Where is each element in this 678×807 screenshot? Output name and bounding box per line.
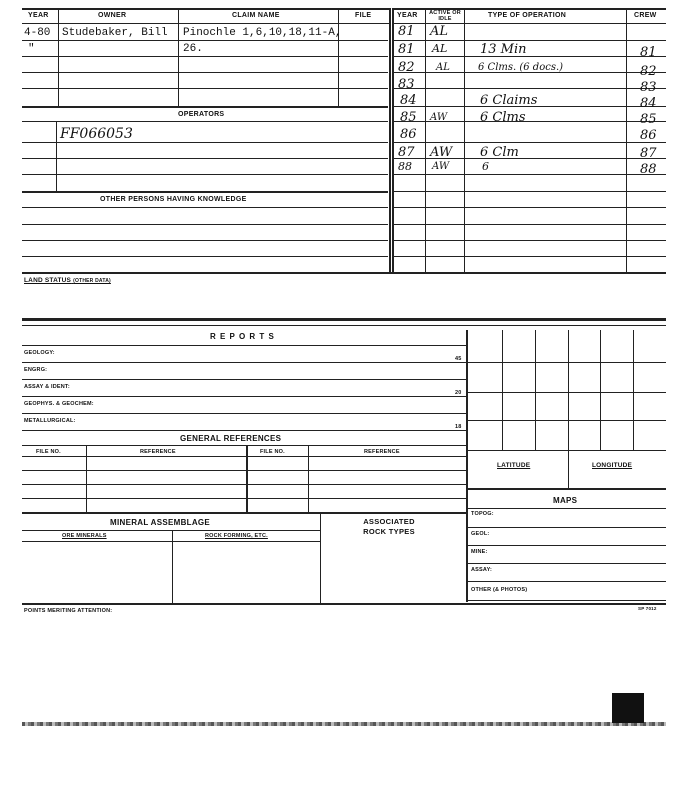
- report-assay-label: ASSAY & IDENT:: [24, 384, 70, 390]
- ref-reference-2: REFERENCE: [364, 449, 400, 455]
- activity-year-header: YEAR: [397, 12, 418, 19]
- maps-other: OTHER (& PHOTOS): [471, 587, 528, 593]
- report-engrg-label: ENGRG:: [24, 367, 48, 373]
- land-status-sub: (OTHER DATA): [73, 278, 111, 284]
- col-year-header: YEAR: [28, 12, 49, 19]
- report-metallurgical-num: 18: [455, 424, 462, 430]
- col-claim-name-header: CLAIM NAME: [232, 12, 280, 19]
- activity-row-8-op: 6 Clm: [480, 145, 519, 160]
- activity-row-3-op: 6 Clms. (6 docs.): [478, 62, 564, 73]
- activity-row-5-op: 6 Claims: [480, 93, 538, 108]
- activity-active-header: ACTIVE OR IDLE: [429, 10, 461, 22]
- activity-row-6-year: 85: [400, 110, 417, 125]
- longitude-label: LONGITUDE: [592, 462, 633, 469]
- report-geology-num: 45: [455, 356, 462, 362]
- activity-crew-header: CREW: [634, 12, 657, 19]
- activity-row-2-crew: 81: [640, 45, 657, 60]
- activity-row-1-year: 81: [398, 24, 415, 39]
- latitude-label: LATITUDE: [497, 462, 531, 469]
- maps-geol: GEOL:: [471, 531, 490, 537]
- claim-row-1-owner: Studebaker, Bill: [62, 27, 168, 39]
- activity-row-9-year: 88: [398, 160, 412, 173]
- maps-mine: MINE:: [471, 549, 488, 555]
- maps-title: MAPS: [553, 496, 578, 505]
- ref-reference-1: REFERENCE: [140, 449, 176, 455]
- land-status-text: LAND STATUS: [24, 277, 72, 284]
- maps-topog: TOPOG:: [471, 511, 494, 517]
- col-owner-header: OWNER: [98, 12, 127, 19]
- activity-row-7-crew: 86: [640, 128, 657, 143]
- activity-row-8-active: AW: [430, 145, 453, 160]
- activity-row-4-crew: 83: [640, 80, 657, 95]
- reports-title: R E P O R T S: [210, 332, 275, 341]
- associated-rock-types: ASSOCIATED ROCK TYPES: [363, 517, 415, 536]
- points-meriting-attention: POINTS MERITING ATTENTION:: [24, 608, 113, 614]
- activity-row-4-year: 83: [398, 77, 415, 92]
- activity-row-6-active: AW: [430, 112, 448, 123]
- other-persons-title: OTHER PERSONS HAVING KNOWLEDGE: [100, 196, 247, 203]
- scan-artifact-block: [612, 693, 644, 723]
- report-geology-label: GEOLOGY:: [24, 350, 55, 356]
- activity-row-5-crew: 84: [640, 96, 657, 111]
- ref-file-no-1: FILE NO.: [36, 449, 61, 455]
- activity-row-3-crew: 82: [640, 64, 657, 79]
- separator-band: [22, 318, 666, 321]
- general-refs-title: GENERAL REFERENCES: [180, 434, 282, 443]
- ref-file-no-2: FILE NO.: [260, 449, 285, 455]
- col-file-header: FILE: [355, 12, 372, 19]
- report-metallurgical-label: METALLURGICAL:: [24, 418, 76, 424]
- activity-row-3-active: AL: [436, 62, 450, 73]
- activity-row-9-active: AW: [432, 161, 450, 172]
- claim-row-1-year: 4-80: [24, 27, 51, 39]
- rock-forming-label: ROCK FORMING, ETC.: [205, 533, 268, 539]
- activity-row-2-active: AL: [432, 42, 448, 55]
- claim-row-2-year: ": [28, 43, 35, 55]
- claim-row-1-claim-name: Pinochle 1,6,10,18,11-A,: [183, 27, 342, 39]
- activity-row-5-year: 84: [400, 93, 417, 108]
- activity-row-6-crew: 85: [640, 112, 657, 127]
- maps-assay: ASSAY:: [471, 567, 493, 573]
- scan-artifact-band: [22, 722, 666, 726]
- claim-row-2-claim-name: 26.: [183, 43, 203, 55]
- activity-row-8-year: 87: [398, 145, 415, 160]
- ore-minerals-label: ORE MINERALS: [62, 533, 107, 539]
- operators-title: OPERATORS: [178, 111, 225, 118]
- activity-row-9-op: 6: [482, 160, 489, 173]
- operators-entry: FF066053: [60, 126, 133, 142]
- activity-row-2-op: 13 Min: [480, 42, 527, 57]
- report-geophys-label: GEOPHYS. & GEOCHEM:: [24, 401, 94, 407]
- activity-row-6-op: 6 Clms: [480, 110, 526, 125]
- activity-type-header: TYPE OF OPERATION: [488, 12, 567, 19]
- form-number: SP 7012: [638, 606, 657, 611]
- activity-row-1-active: AL: [430, 24, 449, 39]
- land-status-label: [24, 277, 111, 284]
- activity-row-7-year: 86: [400, 127, 417, 142]
- activity-row-2-year: 81: [398, 42, 415, 57]
- activity-row-9-crew: 88: [640, 162, 657, 177]
- activity-row-3-year: 82: [398, 60, 415, 75]
- mineral-assemblage-title: MINERAL ASSEMBLAGE: [110, 518, 211, 527]
- report-assay-num: 20: [455, 390, 462, 396]
- separator-band-lower: [22, 325, 666, 326]
- activity-row-8-crew: 87: [640, 146, 657, 161]
